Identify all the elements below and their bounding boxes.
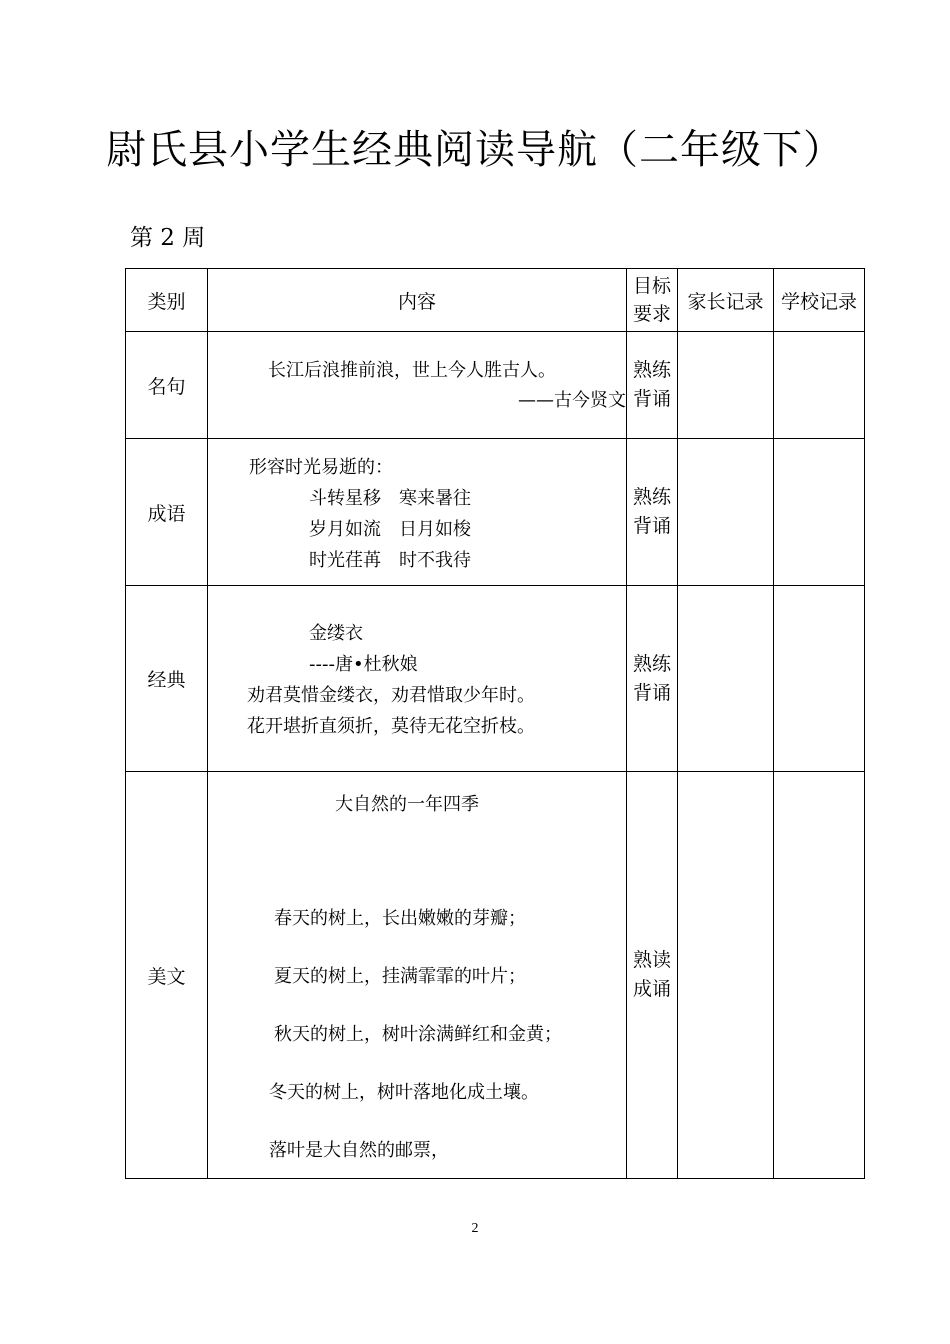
- header-goal: [627, 269, 678, 332]
- content-cell: [208, 586, 627, 772]
- parent-record-cell[interactable]: [678, 439, 774, 586]
- content-cell: [208, 772, 627, 1179]
- goal-line-2: 背诵: [632, 388, 671, 410]
- header-content: 内容: [208, 269, 627, 332]
- goal-line-2: 成诵: [632, 978, 671, 1000]
- content-line: 春天的树上，长出嫩嫩的芽瓣；: [274, 908, 526, 929]
- goal-cell: [627, 586, 678, 772]
- week-label: 第 2 周: [130, 225, 206, 251]
- parent-record-cell[interactable]: [678, 332, 774, 439]
- content-line: 劝君莫惜金缕衣，劝君惜取少年时。: [247, 685, 535, 706]
- header-parent-record: 家长记录: [678, 269, 774, 332]
- content-line: 落叶是大自然的邮票，: [269, 1140, 449, 1161]
- category-cell: 经典: [126, 586, 208, 772]
- goal-line-2: 背诵: [632, 515, 671, 537]
- school-record-cell[interactable]: [774, 772, 865, 1179]
- parent-record-cell[interactable]: [678, 586, 774, 772]
- table-row-idioms: [126, 439, 865, 586]
- parent-record-cell[interactable]: [678, 772, 774, 1179]
- header-category: 类别: [126, 269, 208, 332]
- header-goal-line-1: 目标: [632, 275, 671, 297]
- page-number: 2: [471, 1221, 479, 1236]
- table-header-row: [126, 269, 865, 332]
- page-title: 尉氏县小学生经典阅读导航（二年级下）: [106, 127, 844, 173]
- reading-guide-table: [125, 268, 865, 1179]
- goal-cell: [627, 332, 678, 439]
- content-line: 秋天的树上，树叶涂满鲜红和金黄；: [274, 1024, 562, 1045]
- content-line: 花开堪折直须折，莫待无花空折枝。: [247, 716, 535, 737]
- content-cell: [208, 439, 627, 586]
- goal-line-1: 熟练: [632, 486, 671, 508]
- content-line: 大自然的一年四季: [335, 794, 479, 815]
- school-record-cell[interactable]: [774, 586, 865, 772]
- header-school-record: 学校记录: [774, 269, 865, 332]
- goal-line-2: 背诵: [632, 681, 671, 704]
- school-record-cell[interactable]: [774, 439, 865, 586]
- content-line: ——古今贤文: [518, 390, 626, 411]
- goal-cell: [627, 439, 678, 586]
- category-cell: 美文: [126, 772, 208, 1179]
- category-cell: 成语: [126, 439, 208, 586]
- header-goal-line-2: 要求: [632, 303, 671, 325]
- goal-line-1: 熟练: [632, 359, 671, 381]
- category-cell: 名句: [126, 332, 208, 439]
- content-line: 斗转星移 寒来暑往: [309, 488, 471, 509]
- content-line: 金缕衣: [309, 623, 363, 644]
- content-line: 时光荏苒 时不我待: [309, 550, 471, 571]
- table-row-prose: [126, 772, 865, 1179]
- content-line: 夏天的树上，挂满霏霏的叶片；: [274, 966, 526, 987]
- content-line: ----唐•杜秋娘: [309, 654, 418, 675]
- content-cell: [208, 332, 627, 439]
- content-line: 岁月如流 日月如梭: [309, 519, 471, 540]
- table-row-famous-quote: [126, 332, 865, 439]
- content-line: 形容时光易逝的：: [249, 457, 393, 478]
- goal-cell: [627, 772, 678, 1179]
- goal-line-1: 熟练: [632, 652, 671, 675]
- school-record-cell[interactable]: [774, 332, 865, 439]
- goal-line-1: 熟读: [632, 949, 671, 971]
- content-line: 冬天的树上，树叶落地化成土壤。: [269, 1082, 539, 1103]
- table-row-classics: [126, 586, 865, 772]
- content-line: 长江后浪推前浪，世上今人胜古人。: [268, 360, 556, 381]
